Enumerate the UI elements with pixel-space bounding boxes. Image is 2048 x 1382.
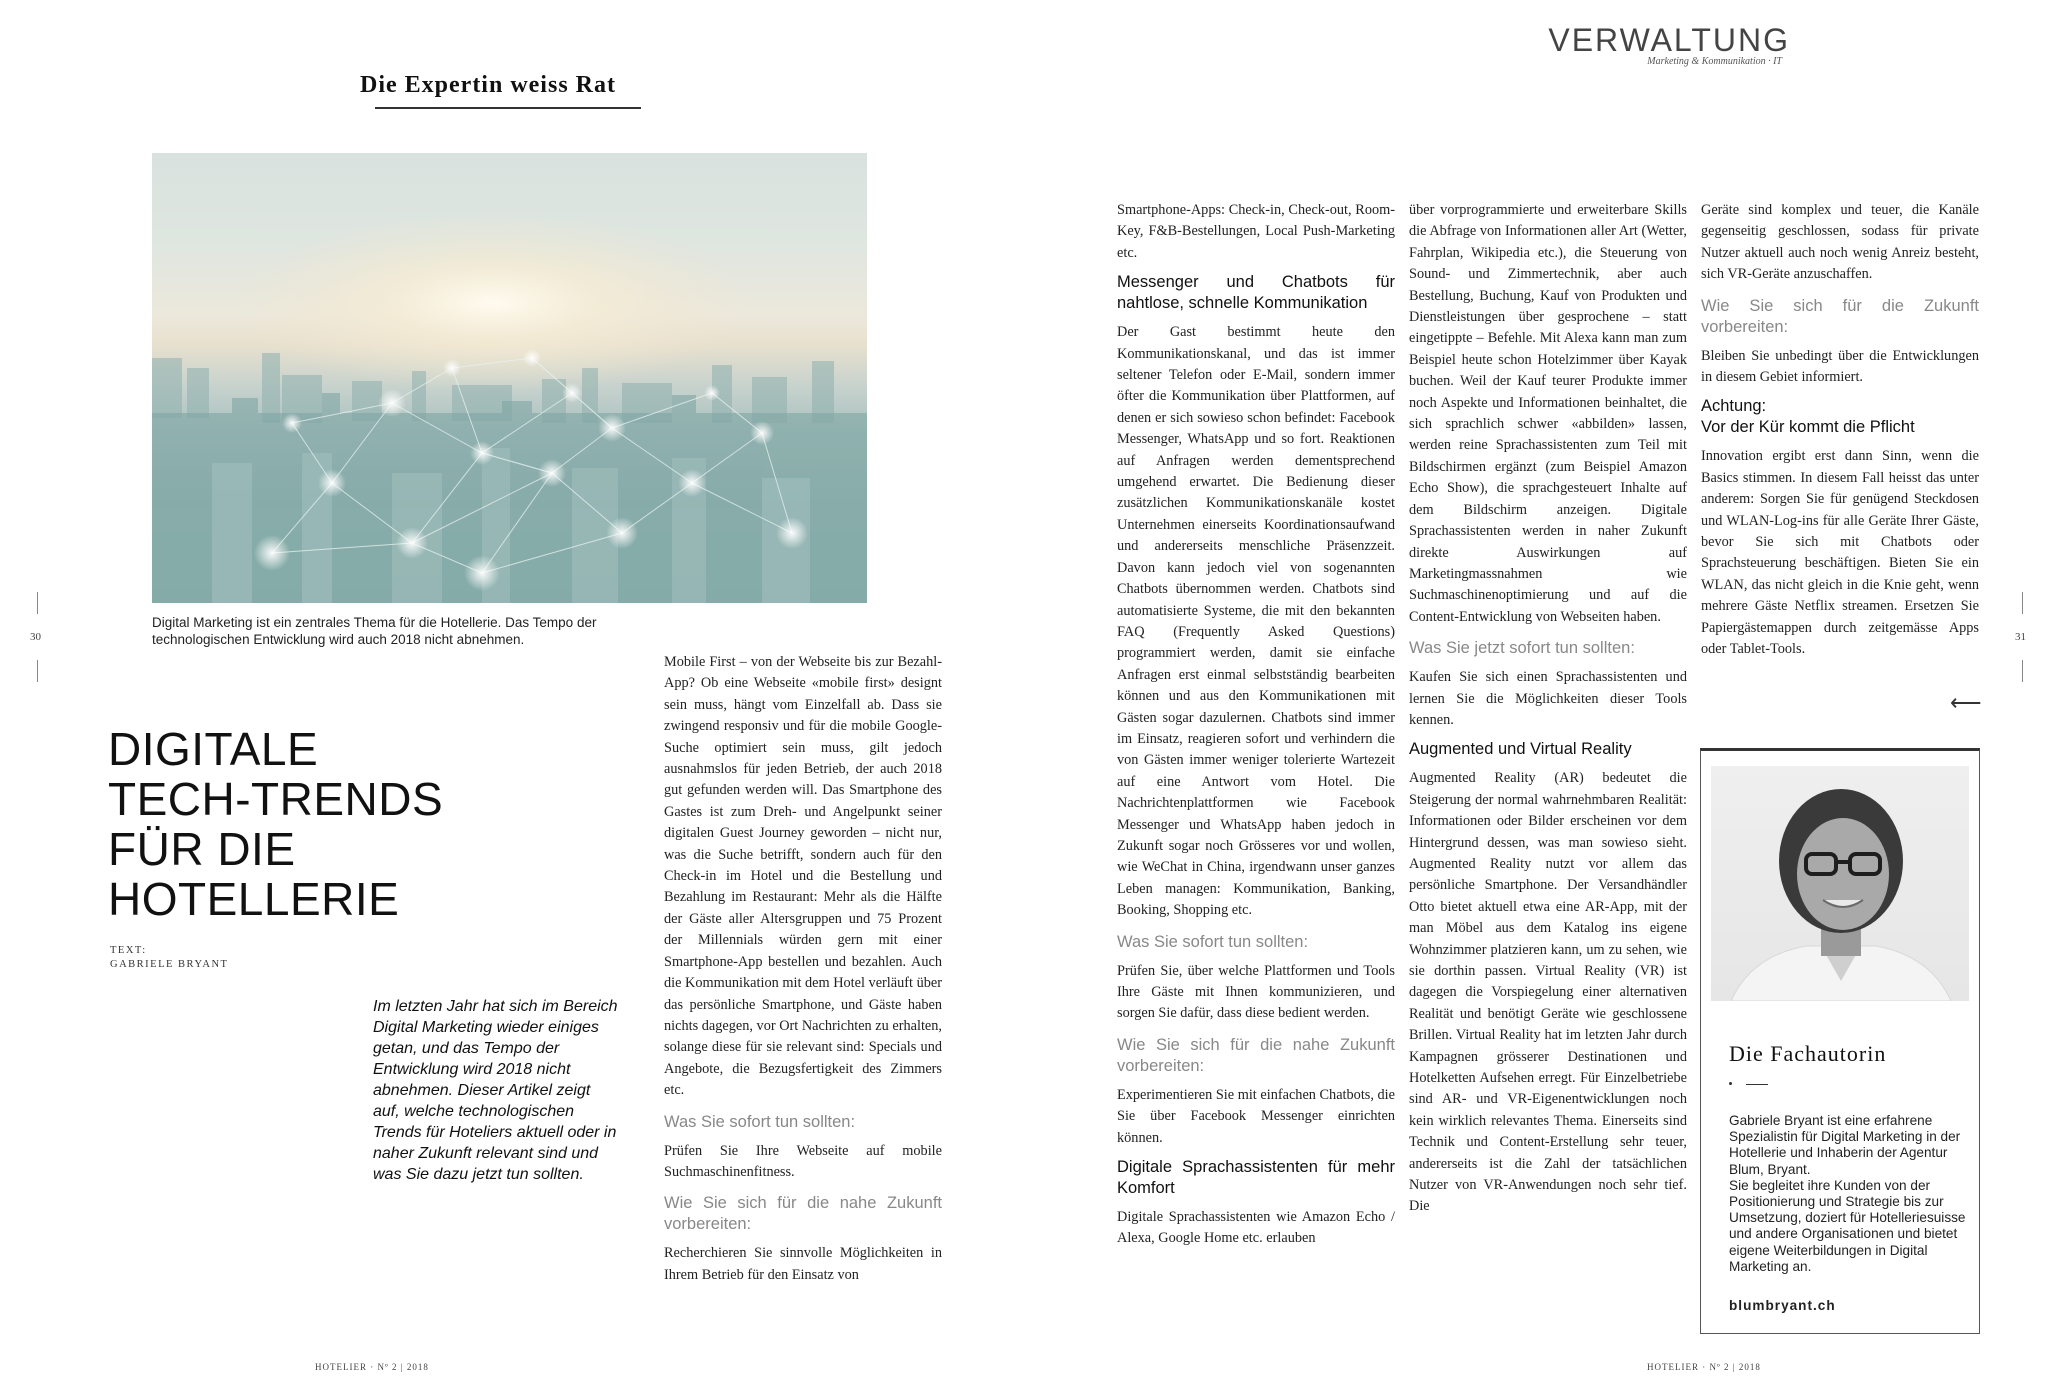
col4-heading-attention-line-1: Achtung:: [1701, 397, 1767, 416]
headline-line-1: DIGITALE: [108, 723, 319, 775]
col3-paragraph-now: Kaufen Sie sich einen Sprachassistenten und lernen Sie die Möglichkeiten dieser Tools kennen.: [1409, 669, 1687, 728]
section-title: Die Expertin weiss Rat: [360, 72, 616, 98]
col1-paragraph-future: Recherchieren Sie sinnvolle Möglichkeiten in Ihrem Betrieb für den Einsatz von: [664, 1245, 942, 1283]
author-box-heading: Die Fachautorin: [1729, 1041, 1887, 1066]
footer-right: HOTELIER · Nº 2 | 2018: [1647, 1362, 1761, 1372]
byline-label: TEXT:: [110, 945, 147, 956]
page-marker-line-right-top: [2022, 592, 2023, 614]
article-column-2: [1117, 200, 1395, 1258]
col4-paragraph-attention: Innovation ergibt erst dann Sinn, wenn die Basics stimmen. In diesem Fall heisst das unter anderem: Sorgen Sie für genügend Steckdosen und WLAN-Log-ins für alle Geräte Ihrer Gäste, bevor Sie sich mit Chatbots oder Sprachsteuerung beschäftigen. Bieten Sie ein WLAN, das nicht gleich in die Knie geht, wenn mehrere Gäste Netflix streamen. Ersetzen Sie Papiergästemappen durch zeitgemässe Apps oder Tablet-Tools.: [1701, 448, 1979, 658]
col2-paragraph-apps: Smartphone-Apps: Check-in, Check-out, Room-Key, F&B-Bestellungen, Local Push-Marketing etc.: [1117, 202, 1395, 261]
byline: [110, 944, 228, 972]
page-number-left: 30: [30, 631, 41, 643]
department-title: VERWALTUNG: [1548, 22, 1790, 58]
col2-subheading-now: Was Sie sofort tun sollten:: [1117, 932, 1309, 951]
col3-paragraph-voice-cont: über vorprogrammierte und erweiterbare Skills die Abfrage von Informationen aller Art (Wetter, Fahrplan, Wikipedia etc.), die Steuerung von Sound- und Zimmertechnik, aber auch Bestellung, Buchung, Kauf von Produkten und Dienstleistungen über gesprochene – statt eingetippte – Befehle. Mit Alexa kann man zum Beispiel heute schon Hotelzimmer über Kayak buchen. Weil der Kauf teurer Produkte immer noch Aspekte und Informationen beinhaltet, die sich sprachlich schwer «abbilden» lassen, werden reine Sprachassistenten zum Teil mit Bildschirmen ergänzt (zum Beispiel Amazon Echo Show), die sprachgesteuert Inhalte auf dem Bildschirm anzeigen. Digitale Sprachassistenten werden in naher Zukunft direkte Auswirkungen auf Marketingmassnahmen wie Suchmaschinenoptimierung und auf die Content-Entwicklung von Webseiten haben.: [1409, 202, 1687, 625]
col2-paragraph-voice: Digitale Sprachassistenten wie Amazon Echo / Alexa, Google Home etc. erlauben: [1117, 1209, 1395, 1247]
article-lead: Im letzten Jahr hat sich im Bereich Digital Marketing wieder einiges getan, und das Tempo der Entwicklung wird 2018 nicht abnehmen. Dieser Artikel zeigt auf, welche technologischen Trends für Hoteliers aktuell oder in naher Zukunft relevant sind und was Sie dazu jetzt tun sollten.: [373, 998, 618, 1183]
author-bio: [1729, 1113, 1969, 1275]
col4-heading-attention: [1701, 396, 1979, 438]
author-box-dash: [1746, 1084, 1768, 1085]
col3-subheading-now: Was Sie jetzt sofort tun sollten:: [1409, 639, 1635, 658]
end-arrow-icon: ⟵: [1950, 690, 1982, 715]
author-bio-paragraph-2: Sie begleitet ihre Kunden von der Positionierung und Strategie bis zur Umsetzung, doziert für Hotelleriesuisse und andere Organisationen und bietet eigene Weiterbildungen in Digital Marketing an.: [1729, 1177, 1966, 1274]
page-marker-line-right-bottom: [2022, 660, 2023, 682]
article-column-4: [1701, 200, 1979, 669]
headline-line-4: HOTELLERIE: [108, 873, 400, 925]
col2-heading-voice: Digitale Sprachassistenten für mehr Komfort: [1117, 1158, 1395, 1198]
headline-line-2: TECH-TRENDS: [108, 773, 444, 825]
hero-image-skyline-network: [152, 153, 867, 603]
author-website-link[interactable]: blumbryant.ch: [1729, 1298, 1836, 1313]
col1-paragraph-now: Prüfen Sie Ihre Webseite auf mobile Suchmaschinenfitness.: [664, 1142, 942, 1180]
footer-left: HOTELIER · Nº 2 | 2018: [315, 1362, 429, 1372]
col3-heading-ar-vr: Augmented und Virtual Reality: [1409, 740, 1632, 759]
col1-paragraph-intro: Mobile First – von der Webseite bis zur Bezahl-App? Ob eine Webseite «mobile first» designt sein muss, hängt vom Einzelfall ab. Dass sie zwingend responsiv und für die mobile Google-Suche optimiert sein muss, gilt jedoch ausnahmslos für jeden Betrieb, der auch 2018 gut gefunden werden will. Das Smartphone des Gastes ist zum Dreh- und Angelpunkt seiner digitalen Guest Journey geworden – nicht nur, was die Suche betrifft, sondern auch für den Check-in im Hotel und die Bestellung und Bezahlung im Restaurant: Mehr als die Hälfte der Gäste aller Altersgruppen und 75 Prozent der Millennials würden gern mit einer Smartphone-App bestellen und bezahlen. Auch die Kommunikation mit dem Hotel verläuft über das persönliche Smartphone, und Gäste haben nichts dagegen, vor Ort Nachrichten zu erhalten, solange diese für sie relevant sind: Specials und Angebote, die Bezugsfertigkeit des Zimmers etc.: [664, 654, 942, 1099]
article-column-1: [664, 652, 942, 1294]
page-number-right: 31: [2015, 631, 2026, 643]
col4-subheading-future: Wie Sie sich für die Zukunft vorbereiten:: [1701, 296, 1979, 336]
skyline-network-illustration: [152, 153, 867, 603]
page-marker-line-left-top: [37, 592, 38, 614]
page-marker-line-left-bottom: [37, 660, 38, 682]
col1-subheading-future: Wie Sie sich für die nahe Zukunft vorbereiten:: [664, 1194, 942, 1234]
col3-paragraph-ar-vr: Augmented Reality (AR) bedeutet die Steigerung der normal wahrnehmbaren Realität: Informationen oder Bilder erscheinen vor dem Hintergrund dessen, was man sowieso sieht. Augmented Reality nutzt vor allem das persönliche Smartphone. Der Versandhändler Otto bietet aktuell etwa eine AR-App, mit der man Möbel aus dem Katalog ins eigene Wohnzimmer platzieren kann, um zu sehen, wie sie dorthin passen. Virtual Reality (VR) ist dagegen die Vorspiegelung einer alternativen Realität und benötigt Geräte wie geschlossene Brillen. Virtual Reality hat im letzten Jahr durch Kampagnen grösserer Destinationen und Hotelketten Aufsehen erregt. Für Einzelbetriebe sind AR- und VR-Eigenentwicklungen noch kein wirklich relevantes Thema. Einerseits sind Technik und Content-Erstellung sehr teuer, andererseits ist die Zahl der tatsächlichen Nutzer von VR-Anwendungen noch sehr tief. Die: [1409, 770, 1687, 1215]
author-box-dot: [1729, 1082, 1732, 1085]
col4-paragraph-future: Bleiben Sie unbedingt über die Entwicklungen in diesem Gebiet informiert.: [1701, 347, 1979, 386]
section-title-rule: [375, 107, 641, 109]
col4-paragraph-vr-cont: Geräte sind komplex und teuer, die Kanäle gegenseitig geschlossen, sodass für private Nutzer aktuell auch noch wenig Anreiz besteht, sich VR-Geräte anzuschaffen.: [1701, 202, 1979, 283]
col2-subheading-future: Wie Sie sich für die nahe Zukunft vorbereiten:: [1117, 1035, 1395, 1075]
author-box: [1700, 748, 1980, 1334]
author-portrait-illustration: [1711, 766, 1969, 1001]
col4-heading-attention-line-2: Vor der Kür kommt die Pflicht: [1701, 418, 1915, 437]
article-headline: [108, 724, 443, 924]
author-photo: [1711, 766, 1969, 1001]
col2-paragraph-now: Prüfen Sie, über welche Plattformen und Tools Ihre Gäste mit Ihnen kommunizieren, und sorgen Sie dafür, dass diese bedient werden.: [1117, 962, 1395, 1022]
image-caption: Digital Marketing ist ein zentrales Thema für die Hotellerie. Das Tempo der technologischen Entwicklung wird auch 2018 nicht abnehmen.: [152, 615, 597, 647]
author-bio-paragraph-1: Gabriele Bryant ist eine erfahrene Spezialistin für Digital Marketing in der Hotellerie und Inhaberin der Agentur Blum, Bryant.: [1729, 1113, 1961, 1177]
article-column-3: [1409, 200, 1687, 1226]
col2-heading-messenger: Messenger und Chatbots für nahtlose, schnelle Kommunikation: [1117, 273, 1395, 313]
headline-line-3: FÜR DIE: [108, 823, 296, 875]
col2-paragraph-messenger: Der Gast bestimmt heute den Kommunikationskanal, und das ist immer seltener Telefon oder E-Mail, sondern immer öfter die Kommunikation über Plattformen, auf denen er sich sowieso schon befindet: Facebook Messenger, WhatsApp und so fort. Reaktionen auf Anfragen werden dementsprechend umgehend erwartet. Die Bedienung dieser zusätzlichen Kommunikationskanäle kostet Unternehmen einerseits Koordinationsaufwand und andererseits menschliche Präsenzzeit. Davon kann jedoch viel von sogenannten Chatbots übernommen werden. Chatbots sind automatisierte Systeme, die mit den bekannten FAQ (Frequently Asked Questions) programmiert werden, damit sie einfache Anfragen erst einmal selbstständig bearbeiten können und aus den Kommunikationen mit Gästen sogar dazulernen. Chatbots sind immer im Einsatz, reagieren sofort und verhindern die von Gästen immer weniger tolerierte Wartezeit auf eine Antwort vom Hotel. Die Nachrichtenplattformen wie Facebook Messenger und WhatsApp haben jedoch in Zukunft sogar noch Grösseres vor und wollen, wie WeChat in China, irgendwann unser ganzes Leben managen: Kommunikation, Banking, Booking, Shopping etc.: [1117, 324, 1395, 919]
col1-subheading-now: Was Sie sofort tun sollten:: [664, 1112, 856, 1131]
col2-paragraph-future: Experimentieren Sie mit einfachen Chatbots, die Sie über Facebook Messenger einrichten können.: [1117, 1086, 1395, 1146]
department-subtitle: Marketing & Kommunikation · IT: [1647, 56, 1782, 67]
byline-author: GABRIELE BRYANT: [110, 959, 229, 970]
